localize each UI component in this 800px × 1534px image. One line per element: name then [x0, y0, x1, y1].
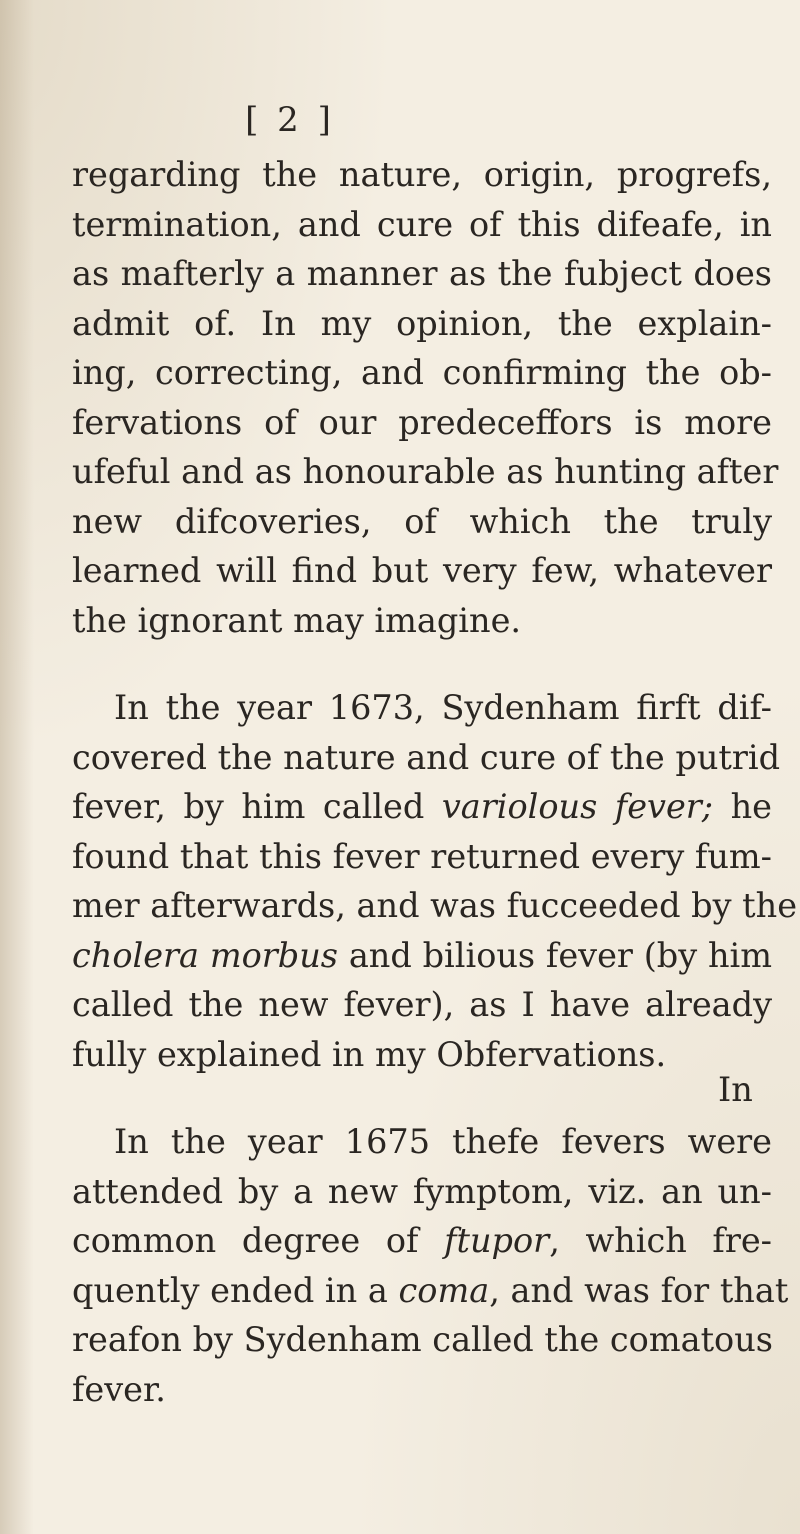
- catchword: In: [718, 1070, 753, 1109]
- text-line: In the year 1675 thefe fevers were: [114, 1122, 772, 1161]
- text-line: regarding the nature, origin, progrefs,: [72, 155, 772, 194]
- text-line: mer afterwards, and was fucceeded by the: [72, 886, 798, 925]
- text-line: the ignorant may imagine.: [72, 600, 522, 640]
- text-segment: quently ended in a: [72, 1270, 388, 1310]
- text-segment: and bilious fever (by him: [348, 935, 773, 975]
- text-line: fever.: [72, 1369, 166, 1409]
- text-line: reafon by Sydenham called the comatous: [72, 1320, 773, 1359]
- text-segment: , and was for that: [489, 1270, 789, 1310]
- text-line: found that this fever returned every fum-: [72, 836, 772, 876]
- text-line: admit of. In my opinion, the explain-: [72, 303, 772, 343]
- text-segment: fever, by him called: [72, 787, 425, 826]
- italic-term: cholera morbus: [72, 935, 338, 975]
- text-line: [72, 931, 772, 981]
- body-text: [72, 150, 798, 1414]
- text-line: ing, correcting, and confirming the ob-: [72, 353, 772, 392]
- text-line: as mafterly a manner as the fubject does: [72, 254, 772, 293]
- text-line: ufeful and as honourable as hunting after: [72, 452, 779, 491]
- page-gutter-shadow: [0, 0, 34, 1534]
- text-line: attended by a new fymptom, viz. an un-: [72, 1171, 772, 1211]
- text-line: fervations of our predeceffors is more: [72, 402, 772, 442]
- italic-term: ftupor: [444, 1221, 550, 1260]
- text-line: new difcoveries, of which the truly: [72, 501, 772, 541]
- paragraph-3: [72, 1117, 789, 1414]
- text-segment: he: [730, 787, 773, 826]
- paragraph-1: [72, 150, 779, 645]
- paragraph-2: [72, 683, 798, 1079]
- text-line: [72, 782, 772, 832]
- text-line: [72, 1266, 789, 1316]
- italic-term: coma: [398, 1270, 490, 1310]
- text-line: [72, 1216, 772, 1266]
- italic-term: variolous fever;: [441, 787, 714, 826]
- text-line: termination, and cure of this difeafe, in: [72, 204, 772, 244]
- text-line: fully explained in my Obfervations.: [72, 1034, 667, 1074]
- text-line: covered the nature and cure of the putrid: [72, 737, 781, 777]
- text-segment: , which fre-: [549, 1221, 772, 1260]
- text-line: called the new fever), as I have already: [72, 985, 772, 1024]
- page-number: [ 2 ]: [245, 100, 335, 140]
- text-segment: common degree of: [72, 1221, 419, 1260]
- text-line: In the year 1673, Sydenham firft dif-: [114, 688, 772, 727]
- text-line: learned will find but very few, whatever: [72, 551, 772, 590]
